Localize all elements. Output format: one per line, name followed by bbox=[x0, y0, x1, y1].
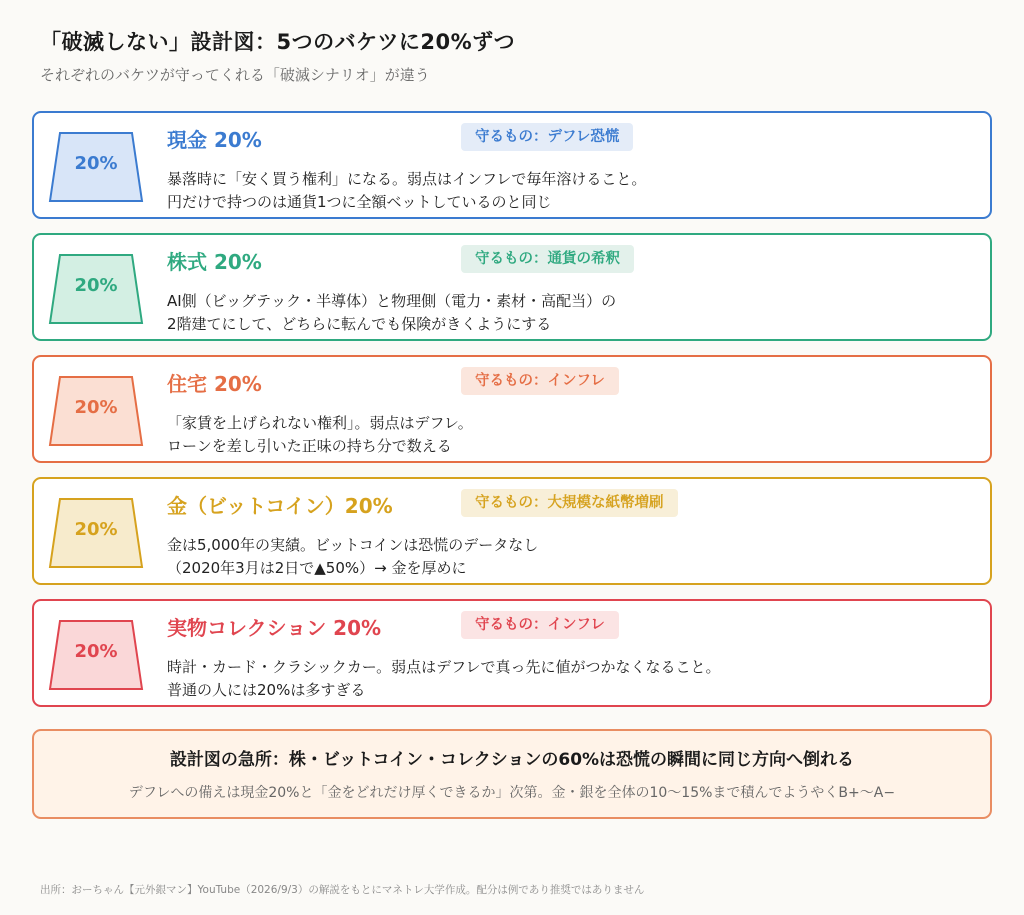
protects-badge: 守るもの：インフレ bbox=[461, 367, 619, 395]
card-description bbox=[167, 290, 616, 336]
description-line: 普通の人には20%は多すぎる bbox=[167, 681, 366, 699]
bucket-card-collection bbox=[32, 599, 992, 707]
description-line: AI側（ビッグテック・半導体）と物理側（電力・素材・高配当）の bbox=[167, 292, 617, 310]
bucket-percent: 20% bbox=[74, 397, 118, 418]
page-title: 「破滅しない」設計図：5つのバケツに20%ずつ bbox=[40, 30, 516, 54]
bucket-percent: 20% bbox=[74, 519, 118, 540]
protects-badge: 守るもの：デフレ恐慌 bbox=[461, 123, 633, 151]
card-name: 住宅 20% bbox=[167, 372, 262, 396]
card-name: 金（ビットコイン）20% bbox=[167, 494, 393, 518]
card-description bbox=[167, 168, 646, 214]
bucket-card-gold bbox=[32, 477, 992, 585]
description-line: 暴落時に「安く買う権利」になる。弱点はインフレで毎年溶けること。 bbox=[167, 170, 647, 188]
bucket-card-housing bbox=[32, 355, 992, 463]
description-line: （2020年3月は2日で▲50%）→ 金を厚めに bbox=[167, 559, 467, 577]
description-line: 円だけで持つのは通貨1つに全額ベットしているのと同じ bbox=[167, 193, 552, 211]
description-line: 「家賃を上げられない権利」。弱点はデフレ。 bbox=[167, 414, 473, 432]
description-line: ローンを差し引いた正味の持ち分で数える bbox=[167, 437, 452, 455]
card-description bbox=[167, 412, 473, 458]
bucket-percent: 20% bbox=[74, 153, 118, 174]
protects-badge: 守るもの：大規模な紙幣増刷 bbox=[461, 489, 678, 517]
card-name: 実物コレクション 20% bbox=[167, 616, 382, 640]
bucket-percent: 20% bbox=[74, 275, 118, 296]
card-name: 現金 20% bbox=[167, 128, 262, 152]
bucket-percent: 20% bbox=[74, 641, 118, 662]
key-point-title: 設計図の急所：株・ビットコイン・コレクションの60%は恐慌の瞬間に同じ方向へ倒れる bbox=[169, 750, 855, 770]
description-line: 時計・カード・クラシックカー。弱点はデフレで真っ先に値がつかなくなること。 bbox=[167, 658, 721, 676]
card-name: 株式 20% bbox=[167, 250, 262, 274]
bucket-card-cash bbox=[32, 111, 992, 219]
bucket-icon bbox=[46, 253, 146, 325]
card-description bbox=[167, 534, 538, 580]
page-subtitle: それぞれのバケツが守ってくれる「破滅シナリオ」が違う bbox=[40, 66, 430, 84]
card-description bbox=[167, 656, 721, 702]
source-note: 出所：おーちゃん【元外銀マン】YouTube（2026/9/3）の解説をもとにマネトレ大学作成。配分は例であり推奨ではありません bbox=[40, 884, 645, 896]
bucket-card-stocks bbox=[32, 233, 992, 341]
key-point-description: デフレへの備えは現金20%と「金をどれだけ厚くできるか」次第。金・銀を全体の10〜15%まで積んでようやくB+〜A− bbox=[128, 785, 896, 801]
description-line: 2階建てにして、どちらに転んでも保険がきくようにする bbox=[167, 315, 552, 333]
bucket-icon bbox=[46, 131, 146, 203]
protects-badge: 守るもの：インフレ bbox=[461, 611, 619, 639]
bucket-icon bbox=[46, 619, 146, 691]
bucket-icon bbox=[46, 375, 146, 447]
bucket-icon bbox=[46, 497, 146, 569]
protects-badge: 守るもの：通貨の希釈 bbox=[461, 245, 634, 273]
key-point-box bbox=[32, 729, 992, 819]
description-line: 金は5,000年の実績。ビットコインは恐慌のデータなし bbox=[167, 536, 539, 554]
